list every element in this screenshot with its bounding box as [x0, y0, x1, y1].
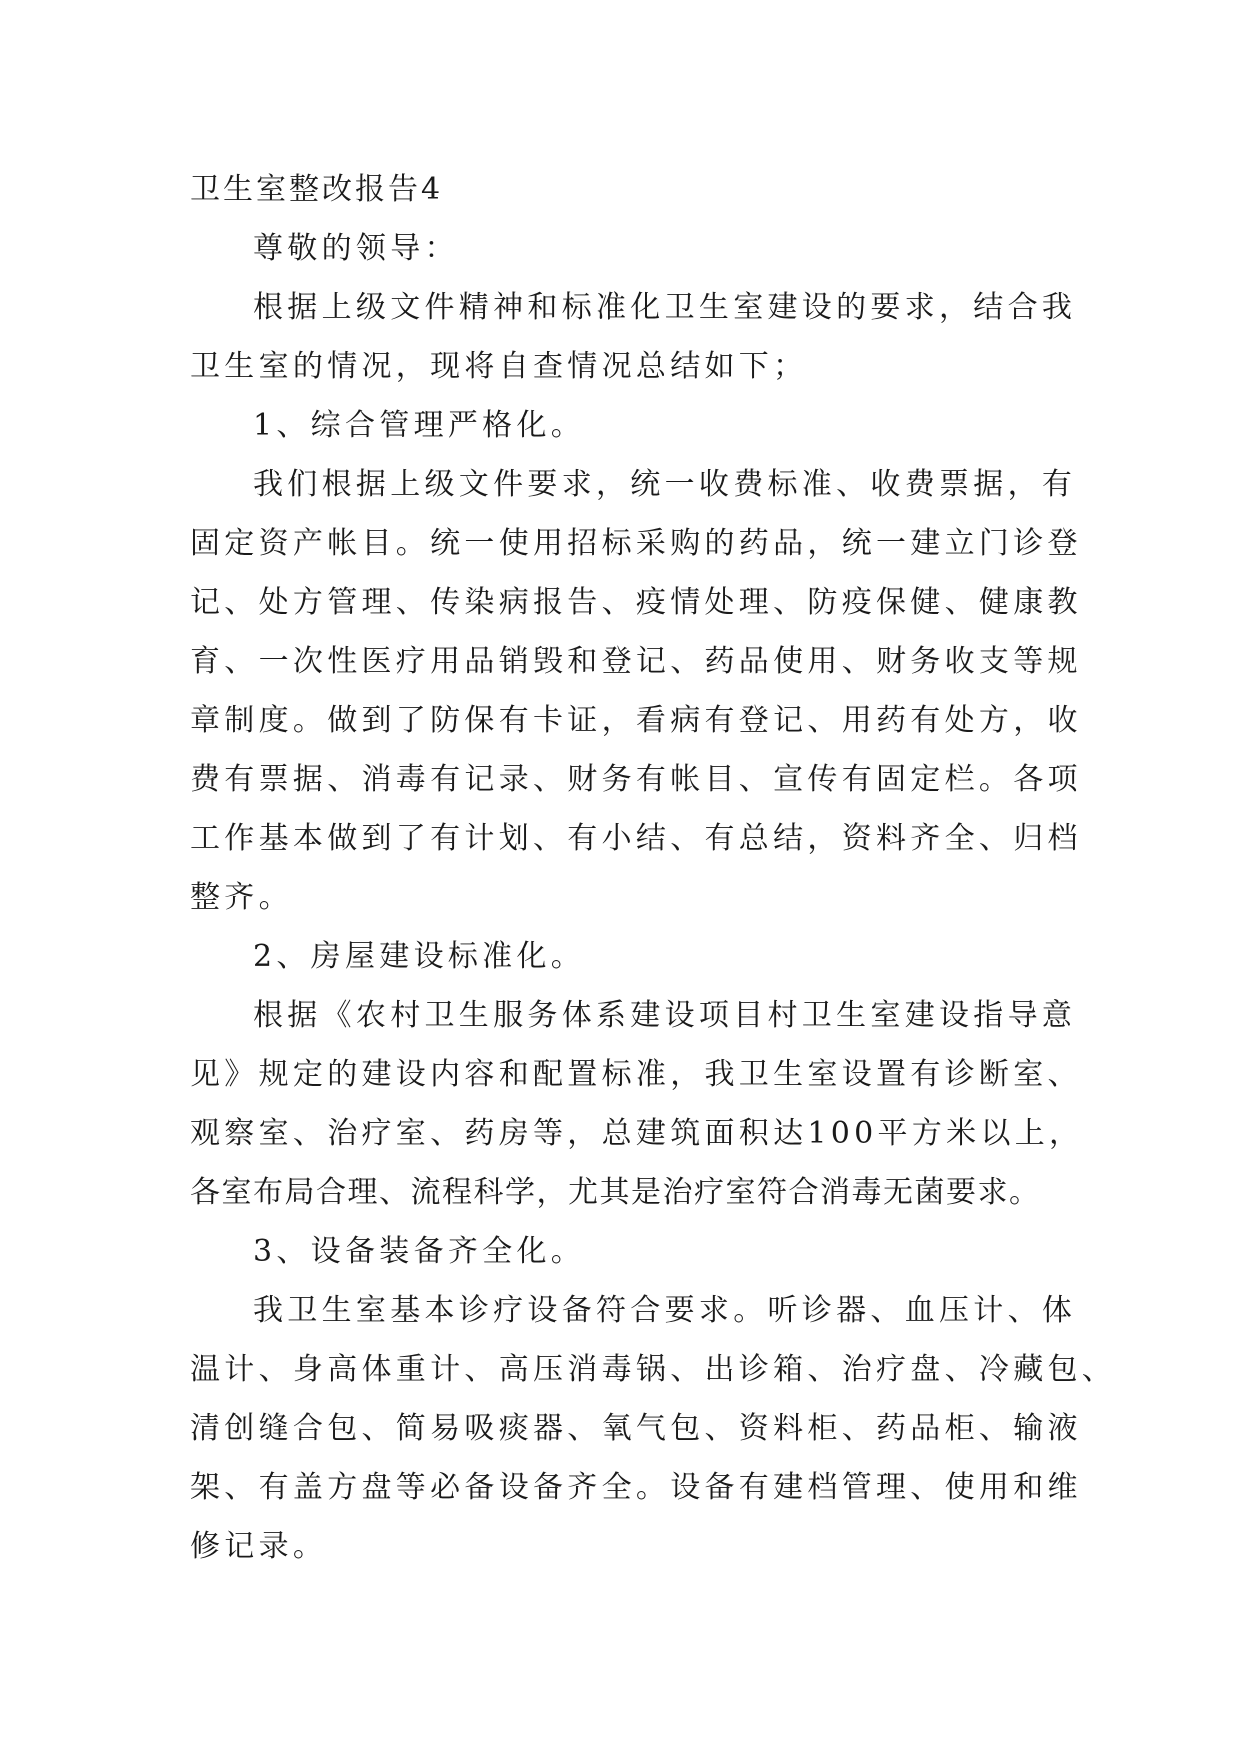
text-line: 记、处方管理、传染病报告、疫情处理、防疫保健、健康教 — [190, 585, 1082, 620]
section-heading-1: 1、综合管理严格化。 — [253, 408, 586, 443]
salutation: 尊敬的领导： — [253, 231, 459, 266]
text-line: 固定资产帐目。统一使用招标采购的药品，统一建立门诊登 — [190, 526, 1082, 561]
text-line: 我卫生室基本诊疗设备符合要求。听诊器、血压计、体 — [253, 1293, 1077, 1328]
text-line: 各室布局合理、流程科学，尤其是治疗室符合消毒无菌要求。 — [190, 1175, 1041, 1210]
text-line: 费有票据、消毒有记录、财务有帐目、宣传有固定栏。各项 — [190, 762, 1082, 797]
text-line: 育、一次性医疗用品销毁和登记、药品使用、财务收支等规 — [190, 644, 1082, 679]
section-2-paragraph — [190, 986, 1084, 1222]
text-line: 章制度。做到了防保有卡证，看病有登记、用药有处方，收 — [190, 703, 1082, 738]
text-line: 根据上级文件精神和标准化卫生室建设的要求，结合我 — [253, 290, 1077, 325]
text-line: 卫生室的情况，现将自查情况总结如下； — [190, 349, 808, 384]
text-line: 架、有盖方盘等必备设备齐全。设备有建档管理、使用和维 — [190, 1470, 1082, 1505]
text-line: 清创缝合包、简易吸痰器、氧气包、资料柜、药品柜、输液 — [190, 1411, 1082, 1446]
intro-paragraph — [190, 278, 1077, 396]
text-line: 整齐。 — [190, 880, 293, 915]
text-line: 工作基本做到了有计划、有小结、有总结，资料齐全、归档 — [190, 821, 1082, 856]
text-line: 观察室、治疗室、药房等，总建筑面积达100平方米以上， — [190, 1116, 1084, 1151]
section-heading-2: 2、房屋建设标准化。 — [253, 939, 586, 974]
text-line: 见》规定的建设内容和配置标准，我卫生室设置有诊断室、 — [190, 1057, 1082, 1092]
section-heading-3: 3、设备装备齐全化。 — [253, 1234, 586, 1269]
text-line: 温计、身高体重计、高压消毒锅、出诊箱、治疗盘、冷藏包、 — [190, 1352, 1117, 1387]
section-3-paragraph — [190, 1281, 1117, 1576]
document-title: 卫生室整改报告4 — [190, 172, 444, 207]
text-line: 根据《农村卫生服务体系建设项目村卫生室建设指导意 — [253, 998, 1077, 1033]
text-line: 修记录。 — [190, 1529, 328, 1564]
text-line: 我们根据上级文件要求，统一收费标准、收费票据，有 — [253, 467, 1077, 502]
section-1-paragraph — [190, 455, 1082, 927]
document-page — [190, 160, 1117, 1576]
